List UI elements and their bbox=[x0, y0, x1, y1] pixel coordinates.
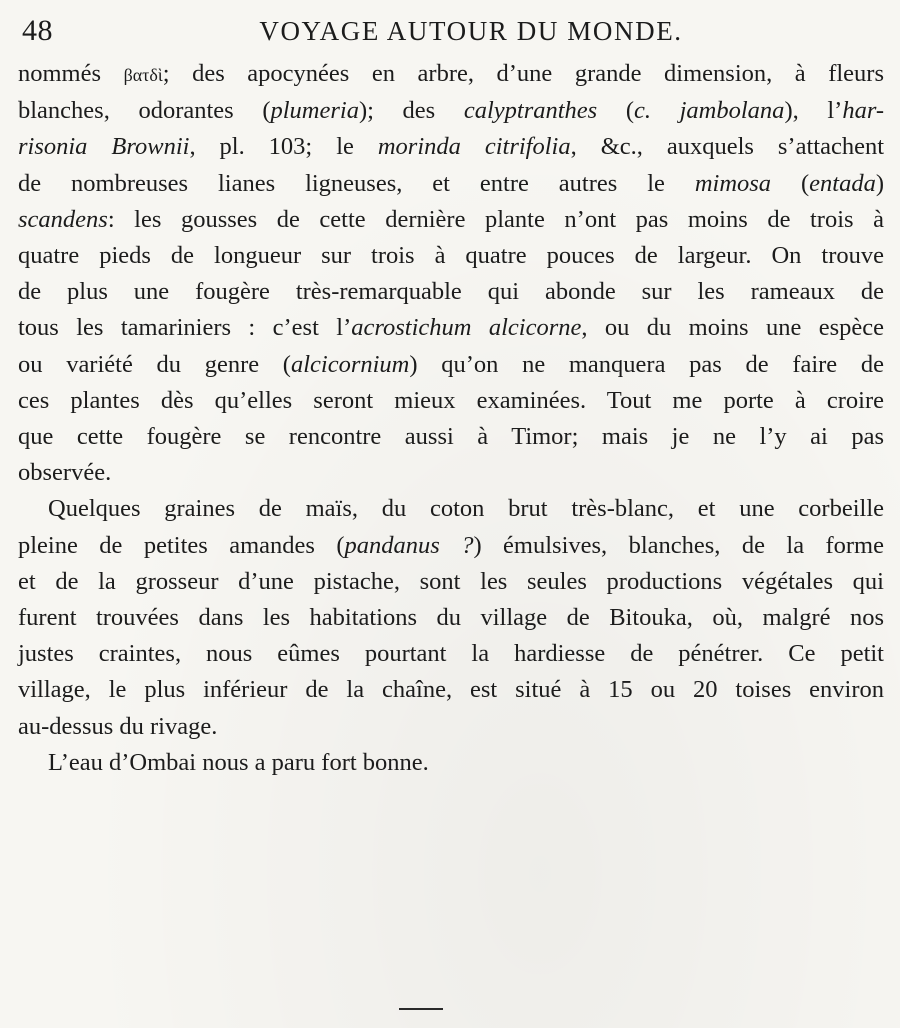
italic-term: mimosa bbox=[694, 169, 772, 197]
text-line: de plus une fougère très-remarquable qui abonde sur les rameaux de bbox=[18, 278, 884, 306]
text-line: Quelques graines de maïs, du coton brut très-blanc, et une corbeille bbox=[48, 495, 884, 523]
paragraph-2 bbox=[18, 491, 884, 744]
italic-term: pandanus ? bbox=[344, 531, 474, 559]
text-line: tous les tamariniers : c’est l’acrostichum alcicorne, ou du moins une espèce bbox=[18, 314, 885, 342]
text-line: au-dessus du rivage. bbox=[18, 712, 218, 740]
text-line: nommés βατδὶ; des apocynées en arbre, d’une grande dimension, à fleurs bbox=[18, 60, 884, 87]
italic-term: scandens bbox=[18, 205, 108, 233]
text-line: ou variété du genre (alcicornium) qu’on ne manquera pas de faire de bbox=[18, 350, 884, 378]
italic-term: risonia Brownii bbox=[18, 133, 190, 161]
paragraph-1 bbox=[18, 56, 884, 491]
text-line: blanches, odorantes (plumeria); des calyptranthes (c. jambolana), l’har- bbox=[18, 97, 885, 125]
text-line: village, le plus inférieur de la chaîne, est situé à 15 ou 20 toises environ bbox=[18, 676, 884, 704]
italic-term: entada bbox=[809, 169, 876, 197]
italic-term: c. jambolana bbox=[634, 97, 785, 125]
italic-term: calyptranthes bbox=[463, 97, 598, 125]
greek-word: βατδὶ bbox=[123, 65, 163, 85]
text-line: observée. bbox=[18, 459, 112, 487]
text-line: risonia Brownii, pl. 103; le morinda citrifolia, &c., auxquels s’attachent bbox=[18, 133, 885, 161]
italic-term: alcicornium bbox=[290, 350, 410, 378]
text-line: pleine de petites amandes (pandanus ?) émulsives, blanches, de la forme bbox=[18, 531, 884, 559]
body-text bbox=[18, 56, 884, 781]
text-line: et de la grosseur d’une pistache, sont les seules productions végétales qui bbox=[18, 567, 884, 595]
text-line: quatre pieds de longueur sur trois à quatre pouces de largeur. On trouve bbox=[18, 242, 884, 270]
closing-rule bbox=[399, 1008, 443, 1010]
italic-term: morinda citrifolia bbox=[377, 133, 571, 161]
page-number: 48 bbox=[22, 14, 53, 47]
text-line: justes craintes, nous eûmes pourtant la hardiesse de pénétrer. Ce petit bbox=[18, 640, 884, 668]
running-title: VOYAGE AUTOUR DU MONDE. bbox=[259, 16, 683, 46]
paragraph-3 bbox=[18, 745, 884, 781]
text-line: ces plantes dès qu’elles seront mieux examinées. Tout me porte à croire bbox=[18, 386, 884, 414]
text-line: L’eau d’Ombai nous a paru fort bonne. bbox=[48, 748, 429, 776]
italic-term: har- bbox=[842, 97, 885, 125]
italic-term: acrostichum alcicorne bbox=[351, 314, 582, 342]
text-line: furent trouvées dans les habitations du village de Bitouka, où, malgré nos bbox=[18, 604, 884, 632]
text-line: de nombreuses lianes ligneuses, et entre autres le mimosa (entada) bbox=[18, 169, 884, 197]
page-header bbox=[18, 12, 884, 52]
text-line: scandens: les gousses de cette dernière plante n’ont pas moins de trois à bbox=[18, 205, 884, 233]
text-line: que cette fougère se rencontre aussi à Timor; mais je ne l’y ai pas bbox=[18, 423, 884, 451]
italic-term: plumeria bbox=[270, 97, 359, 125]
